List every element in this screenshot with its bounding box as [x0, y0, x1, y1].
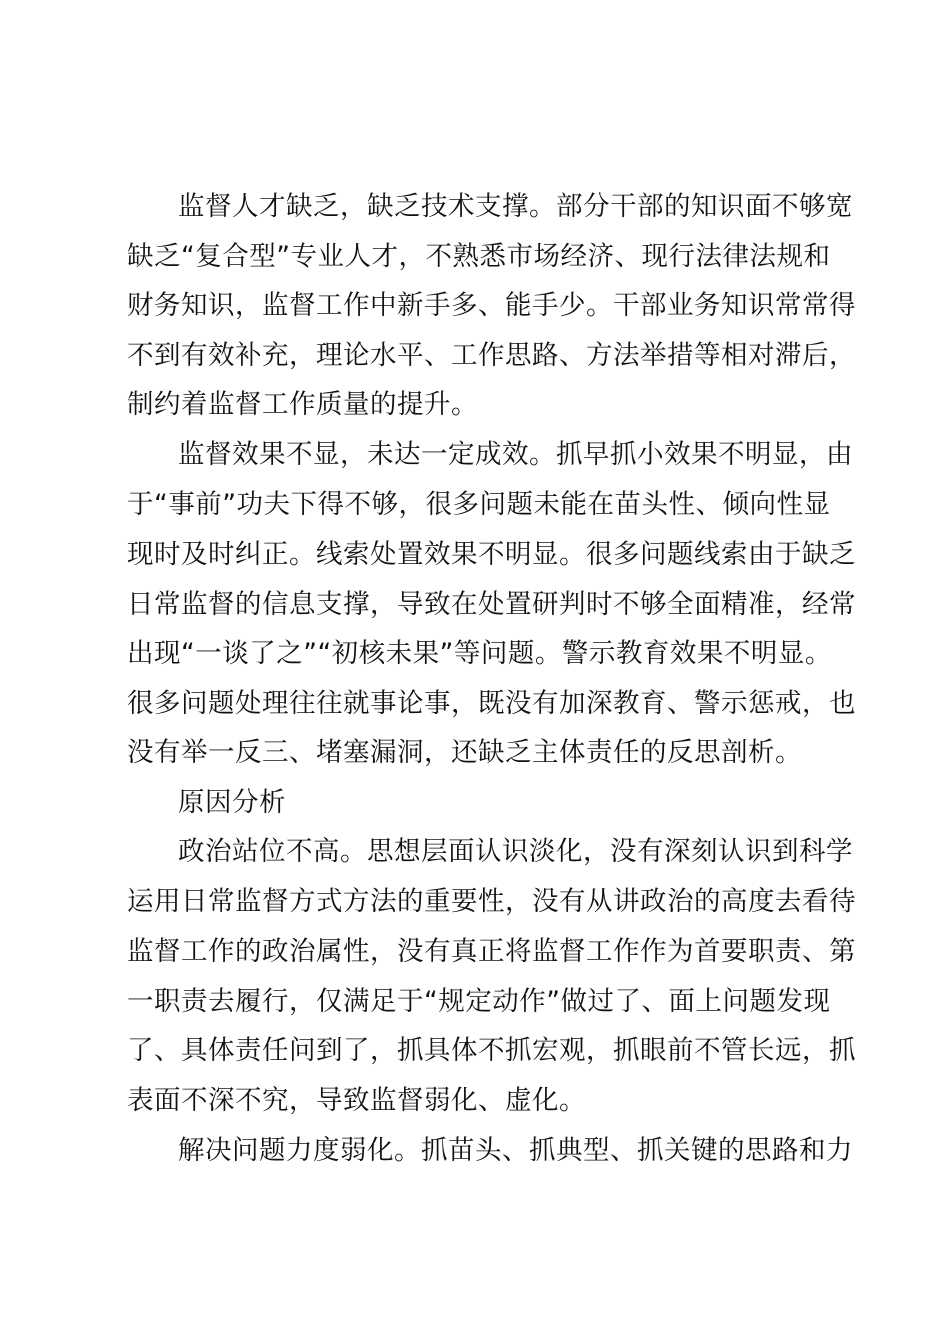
paragraph-line: 监督工作的政治属性，没有真正将监督工作作为首要职责、第 [127, 936, 856, 967]
paragraph-line: 缺乏“复合型”专业人才，不熟悉市场经济、现行法律法规和 [127, 241, 831, 272]
paragraph-line: 于“事前”功夫下得不够，很多问题未能在苗头性、倾向性显 [127, 489, 831, 520]
paragraph-line: 制约着监督工作质量的提升。 [127, 389, 478, 420]
paragraph-line: 日常监督的信息支撑，导致在处置研判时不够全面精准，经常 [127, 589, 856, 620]
paragraph-line: 不到有效补充，理论水平、工作思路、方法举措等相对滞后， [127, 340, 856, 371]
paragraph-line: 解决问题力度弱化。抓苗头、抓典型、抓关键的思路和力 [178, 1135, 853, 1166]
paragraph-line: 监督效果不显，未达一定成效。抓早抓小效果不明显，由 [178, 439, 853, 470]
paragraph-line: 运用日常监督方式方法的重要性，没有从讲政治的高度去看待 [127, 886, 856, 917]
paragraph-line: 出现“一谈了之”“初核未果”等问题。警示教育效果不明显。 [127, 638, 832, 669]
paragraph-line: 财务知识，监督工作中新手多、能手少。干部业务知识常常得 [127, 290, 856, 321]
paragraph-line: 表面不深不究，导致监督弱化、虚化。 [127, 1085, 586, 1116]
paragraph-line: 监督人才缺乏，缺乏技术支撑。部分干部的知识面不够宽 [178, 191, 853, 222]
paragraph-line: 没有举一反三、堵塞漏洞，还缺乏主体责任的反思剖析。 [127, 737, 802, 768]
section-heading: 原因分析 [178, 787, 286, 818]
paragraph-line: 现时及时纠正。线索处置效果不明显。很多问题线索由于缺乏 [127, 539, 856, 570]
paragraph-line: 政治站位不高。思想层面认识淡化，没有深刻认识到科学 [178, 836, 853, 867]
paragraph-line: 一职责去履行，仅满足于“规定动作”做过了、面上问题发现 [127, 986, 831, 1017]
paragraph-line: 了、具体责任问到了，抓具体不抓宏观，抓眼前不管长远，抓 [127, 1035, 856, 1066]
paragraph-line: 很多问题处理往往就事论事，既没有加深教育、警示惩戒，也 [127, 688, 856, 719]
